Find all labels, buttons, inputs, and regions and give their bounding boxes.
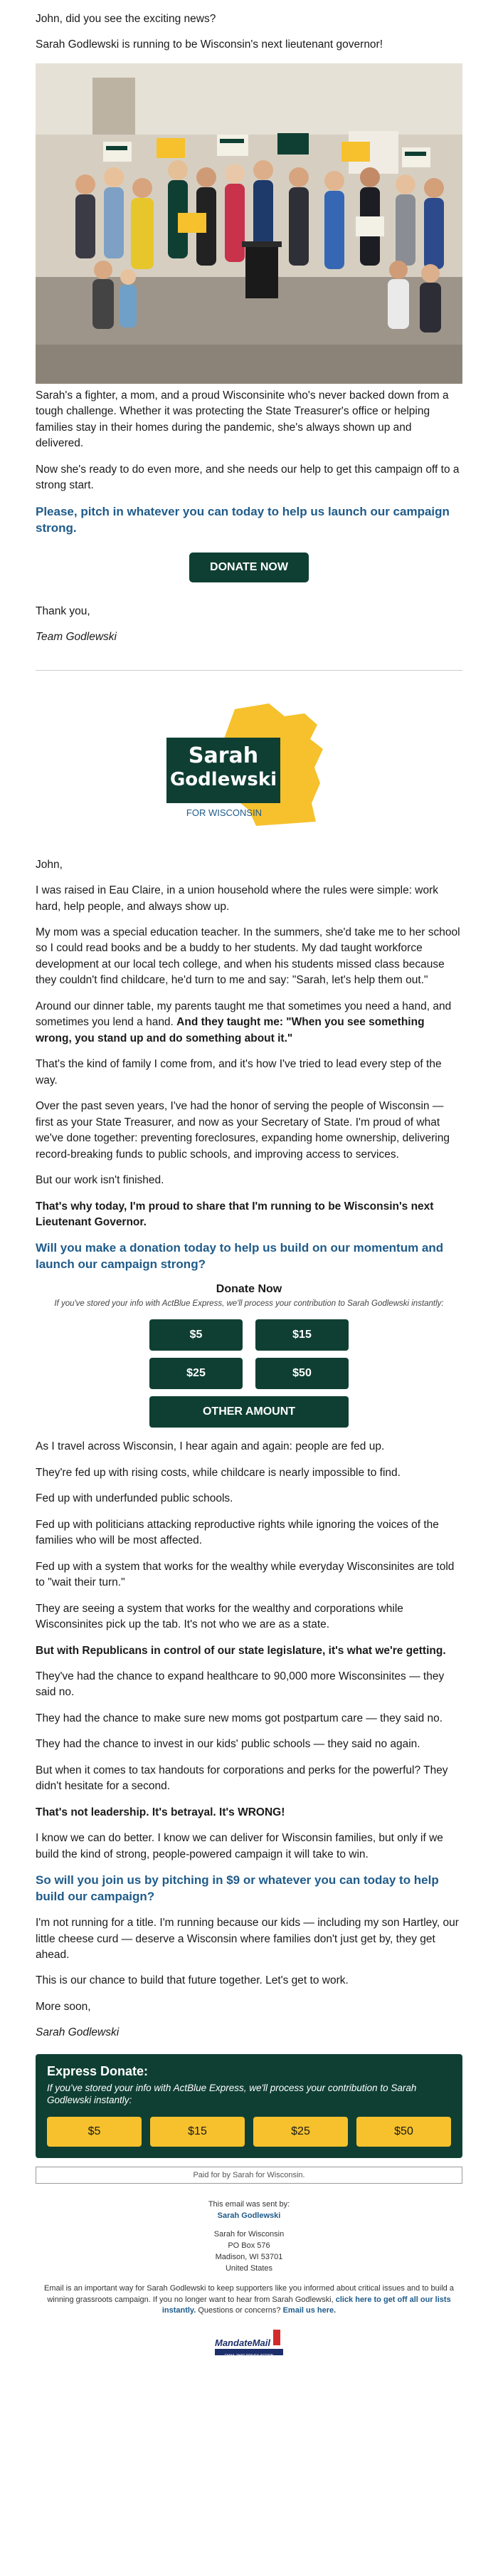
disclaimer-text: Email is an important way for Sarah Godlewski to keep supporters like you informed about critical issues and to build a winning grassroots campaign. If you no longer want to hear from Sarah Godlewski,: [44, 2283, 454, 2304]
announcement-paragraph: That's why today, I'm proud to share that I'm running to be Wisconsin's next Lieutenant Governor.: [36, 1200, 434, 1228]
campaign-rally-image: [36, 63, 462, 384]
donate-25-button[interactable]: $25: [149, 1358, 243, 1389]
letter-paragraph-1: I was raised in Eau Claire, in a union household where the rules were simple: work hard, help people, and always show up.: [36, 884, 439, 913]
sender-name: Sarah Godlewski: [217, 2211, 281, 2220]
section-divider: [36, 670, 462, 671]
mandatemail-badge[interactable]: [215, 2327, 283, 2360]
letter-paragraph-4: That's the kind of family I come from, and it's how I've tried to lead every step of the way.: [36, 1058, 442, 1087]
email-us-link[interactable]: Email us here.: [282, 2306, 337, 2315]
body-paragraph-4: Fed up with politicians attacking reproductive rights while ignoring the voices of the families who will be most affected.: [36, 1518, 439, 1547]
thanks-line: Thank you,: [36, 604, 90, 617]
donate-15-button[interactable]: $15: [255, 1319, 349, 1351]
donate-other-amount-button[interactable]: OTHER AMOUNT: [149, 1396, 349, 1428]
donate-now-button[interactable]: DONATE NOW: [189, 553, 309, 582]
letter-paragraph-6: But our work isn't finished.: [36, 1174, 164, 1187]
signature: Sarah Godlewski: [36, 2026, 120, 2039]
unsubscribe-link[interactable]: click here to get off all our lists instantly.: [161, 2295, 451, 2315]
body-paragraph-5: Fed up with a system that works for the wealthy while everyday Wisconsinites are told to "wait their turn.": [36, 1560, 455, 1589]
donate-note: If you've stored your info with ActBlue Express, we'll process your contribution to Sarah Godlewski instantly:: [54, 1299, 444, 1309]
closing-line: More soon,: [36, 2000, 91, 2013]
express-15-button[interactable]: $15: [150, 2117, 245, 2147]
body-paragraph-2: They're fed up with rising costs, while childcare is nearly impossible to find.: [36, 1466, 401, 1479]
sent-by-label: This email was sent by:: [208, 2199, 290, 2209]
letter-paragraph-3-emphasis: And they taught me: "When you see something wrong, you stand up and do something about it.": [36, 1016, 425, 1044]
letter-paragraph-2: My mom was a special education teacher. In the summers, she'd take me to her school so I could read books and be a buddy to her students. My dad taught workforce development at our local tech college, and when his students missed class because they couldn't find childcare, he'd turn to me and say: "Sarah, let's help them out.": [36, 926, 460, 987]
body-paragraph-14: I'm not running for a title. I'm running because our kids — including my son Hartley, our little cheese curd — deserve a Wisconsin where families don't just get by, they get ahead.: [36, 1917, 459, 1961]
po-box: PO Box 576: [228, 2241, 270, 2250]
headline-line: Sarah Godlewski is running to be Wisconsin's next lieutenant governor!: [36, 38, 383, 51]
express-5-button[interactable]: $5: [47, 2117, 142, 2147]
logo-first-name: Sarah: [188, 743, 259, 768]
intro-paragraph-1: Sarah's a fighter, a mom, and a proud Wisconsinite who's never backed down from a tough challenge. Whether it was protecting the State Treasurer's office or helping families stay in their homes during the pandemic, she's always shown up and delivered.: [36, 389, 449, 450]
express-50-button[interactable]: $50: [356, 2117, 451, 2147]
donate-amount-grid: [149, 1319, 349, 1428]
org-name: Sarah for Wisconsin: [213, 2229, 285, 2239]
letter-salutation: John,: [36, 858, 63, 871]
intro-paragraph-2: Now she's ready to do even more, and she needs our help to get this campaign off to a strong start.: [36, 463, 460, 492]
logo-tagline: FOR WISCONSIN: [186, 807, 263, 818]
mandatemail-name: MandateMail: [215, 2337, 271, 2349]
logo-last-name: Godlewski: [169, 768, 277, 790]
paid-for-disclaimer: Paid for by Sarah for Wisconsin.: [36, 2167, 462, 2184]
express-donate-module: [36, 2054, 462, 2158]
campaign-logo: [149, 696, 349, 839]
letter-paragraph-5: Over the past seven years, I've had the honor of serving the people of Wisconsin — first as your State Treasurer, and now as your Secretary of State. I'm proud of what we've done together: preventing foreclosures, expanding home ownership, delivering record-breaking funds to public schools, and improving access to services.: [36, 1100, 450, 1161]
body-paragraph-7: But with Republicans in control of our state legislature, it's what we're getting.: [36, 1644, 446, 1657]
express-title: Express Donate:: [47, 2063, 149, 2078]
letter-paragraph-3-text: Around our dinner table, my parents taught me that sometimes you need a hand, and sometimes you lend a hand.: [36, 1000, 452, 1029]
footer-disclaimer: [36, 2283, 462, 2318]
body-paragraph-11: But when it comes to tax handouts for corporations and perks for the powerful? They didn't hesitate for a second.: [36, 1764, 448, 1793]
body-paragraph-3: Fed up with underfunded public schools.: [36, 1492, 233, 1505]
body-paragraph-15: This is our chance to build that future together. Let's get to work.: [36, 1974, 349, 1987]
donate-50-button[interactable]: $50: [255, 1358, 349, 1389]
donate-title: Donate Now: [216, 1283, 282, 1296]
body-paragraph-10: They had the chance to invest in our kids' public schools — they said no again.: [36, 1738, 420, 1751]
body-paragraph-6: They are seeing a system that works for the wealthy and corporations while Wisconsinites pick up the tab. It's not who we are as a state.: [36, 1602, 403, 1631]
letter-paragraph-3: [36, 999, 462, 1047]
body-paragraph-12: That's not leadership. It's betrayal. It's WRONG!: [36, 1806, 285, 1818]
hero-photo: [36, 63, 462, 384]
express-note: If you've stored your info with ActBlue Express, we'll process your contribution to Sarah Godlewski instantly:: [47, 2082, 417, 2106]
mandatemail-tagline: EMAIL THAT DRIVES ACTION: [224, 2354, 274, 2359]
donate-module: [36, 1283, 462, 1428]
body-paragraph-1: As I travel across Wisconsin, I hear again and again: people are fed up.: [36, 1440, 385, 1453]
express-amount-row: [47, 2117, 451, 2147]
team-signoff: Team Godlewski: [36, 631, 117, 644]
donate-5-button[interactable]: $5: [149, 1319, 243, 1351]
express-25-button[interactable]: $25: [253, 2117, 348, 2147]
greeting: John, did you see the exciting news?: [36, 13, 216, 25]
body-paragraph-9: They had the chance to make sure new moms got postpartum care — they said no.: [36, 1712, 443, 1724]
footer: [36, 2199, 462, 2360]
body-donation-ask-link[interactable]: So will you join us by pitching in $9 or whatever you can today to help build our campaign?: [36, 1873, 439, 1904]
body-paragraph-13: I know we can do better. I know we can deliver for Wisconsin families, but only if we build the kind of strong, people-powered campaign it will take to win.: [36, 1832, 443, 1860]
questions-text: Questions or concerns?: [198, 2306, 281, 2315]
intro-donation-ask-link[interactable]: Please, pitch in whatever you can today to help us launch our campaign strong.: [36, 504, 450, 535]
city-line: Madison, WI 53701: [215, 2252, 283, 2261]
country-line: United States: [225, 2263, 273, 2273]
body-paragraph-8: They've had the chance to expand healthcare to 90,000 more Wisconsinites — they said no.: [36, 1670, 445, 1699]
letter-donation-ask-link[interactable]: Will you make a donation today to help us build on our momentum and launch our campaign strong?: [36, 1241, 444, 1272]
